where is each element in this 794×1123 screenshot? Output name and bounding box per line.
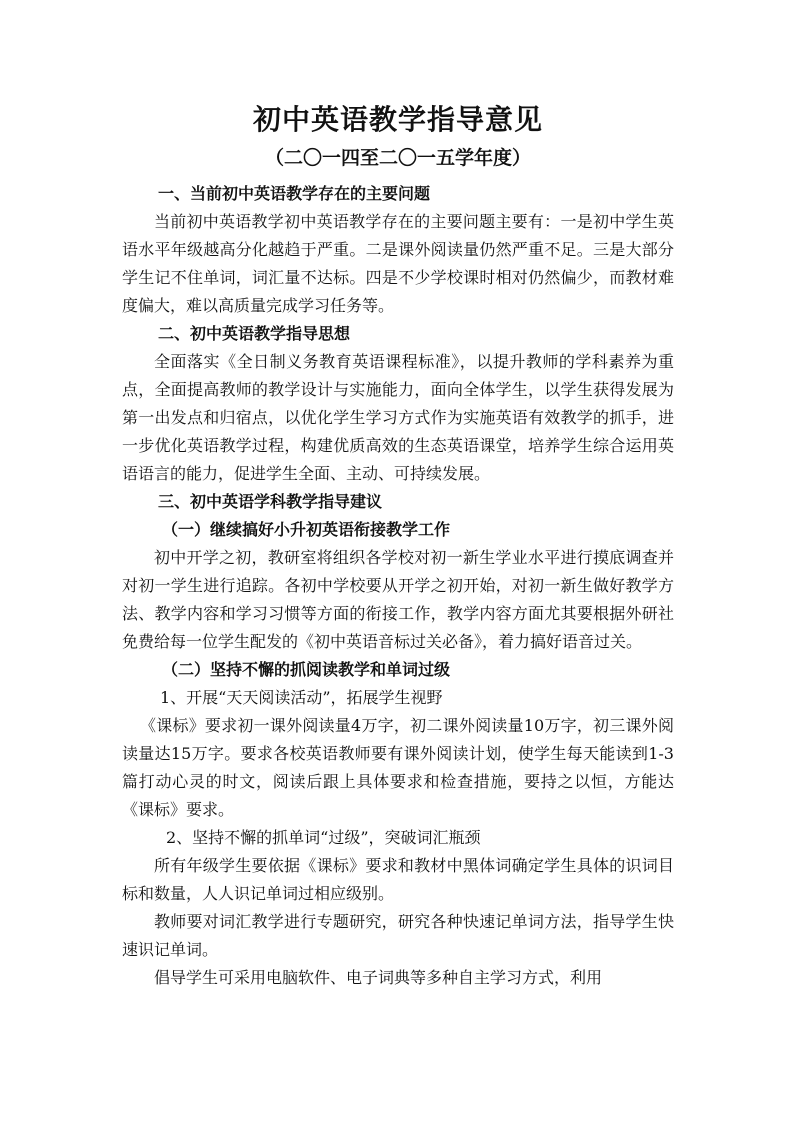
section3-heading: 三、初中英语学科教学指导建议 [158,492,383,511]
subsection2-heading: （二）坚持不懈的抓阅读教学和单词过级 [162,660,451,679]
item2-paragraph-2: 教师要对词汇教学进行专题研究，研究各种快速记单词方法，指导学生快速识记单词。 [122,912,674,959]
document-subtitle: （二〇一四至二〇一五学年度） [264,147,531,169]
item2-paragraph-3: 倡导学生可采用电脑软件、电子词典等多种自主学习方式，利用 [154,968,603,987]
item1-paragraph: 《课标》要求初一课外阅读量4万字，初二课外阅读量10万字，初三课外阅读量达15万字。要求各校英语教师要有课外阅读计划，使学生每天能读到1-3篇打动心灵的时文，阅读后跟上具体要求和检查措施，要持之以恒，方能达《课标》要求。 [122,716,674,819]
item1-heading: 1、开展“天天阅读活动”，拓展学生视野 [160,688,443,707]
subsection1-paragraph: 初中开学之初，教研室将组织各学校对初一新生学业水平进行摸底调查并对初一学生进行追踪。各初中学校要从开学之初开始，对初一新生做好教学方法、教学内容和学习习惯等方面的衔接工作，教学内容方面尤其要根据外研社免费给每一位学生配发的《初中英语音标过关必备》，着力搞好语音过关。 [122,548,674,651]
section1-paragraph: 当前初中英语教学初中英语教学存在的主要问题主要有：一是初中学生英语水平年级越高分化越趋于严重。二是课外阅读量仍然严重不足。三是大部分学生记不住单词，词汇量不达标。四是不少学校课时相对仍然偏少，而教材难度偏大，难以高质量完成学习任务等。 [122,212,674,315]
item2-paragraph-1: 所有年级学生要依据《课标》要求和教材中黑体词确定学生具体的识词目标和数量，人人识记单词过相应级别。 [122,856,674,903]
section2-paragraph: 全面落实《全日制义务教育英语课程标准》，以提升教师的学科素养为重点，全面提高教师的教学设计与实施能力，面向全体学生，以学生获得发展为第一出发点和归宿点，以优化学生学习方式作为实施英语有效教学的抓手，进一步优化英语教学过程，构建优质高效的生态英语课堂，培养学生综合运用英语语言的能力，促进学生全面、主动、可持续发展。 [122,352,674,483]
document-page [122,98,674,992]
item2-heading: 2、坚持不懈的抓单词“过级”，突破词汇瓶颈 [166,828,481,847]
section1-heading: 一、当前初中英语教学存在的主要问题 [158,184,431,203]
section2-heading: 二、初中英语教学指导思想 [158,324,351,343]
subsection1-heading: （一）继续搞好小升初英语衔接教学工作 [162,520,451,539]
document-title: 初中英语教学指导意见 [252,103,543,136]
